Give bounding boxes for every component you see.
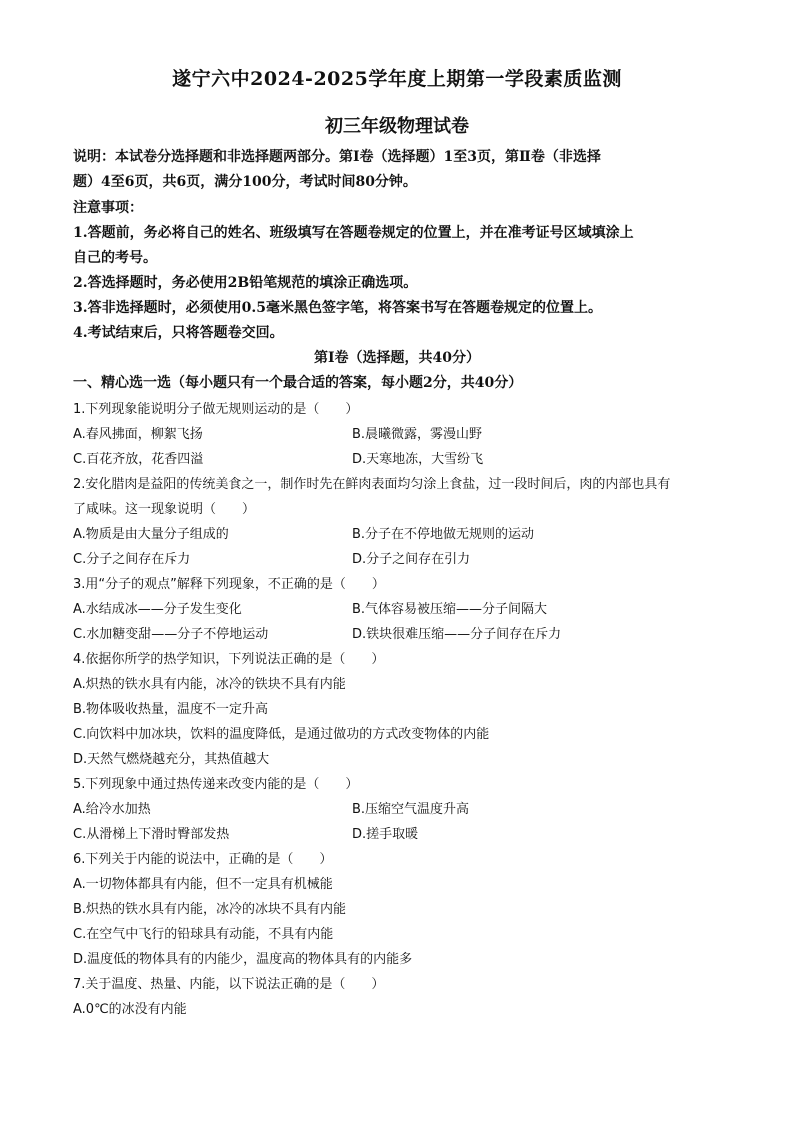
question-4-option-d: D.天然气燃烧越充分，其热值越大 [73, 752, 270, 767]
question-3-option-d: D.铁块很难压缩——分子间存在斥力 [352, 627, 562, 642]
question-1-stem: 1.下列现象能说明分子做无规则运动的是（ ） [73, 402, 359, 417]
question-4-option-a: A.炽热的铁水具有内能，冰冷的铁块不具有内能 [73, 677, 346, 692]
question-3-option-b: B.气体容易被压缩——分子间隔大 [352, 602, 548, 617]
notes-heading: 注意事项： [73, 200, 143, 216]
question-4-stem: 4.依据你所学的热学知识，下列说法正确的是（ ） [73, 652, 385, 667]
question-1-option-c: C.百花齐放，花香四溢 [73, 452, 204, 467]
question-2-option-c: C.分子之间存在斥力 [73, 552, 191, 567]
note-2: 2.答选择题时，务必使用2B铅笔规范的填涂正确选项。 [73, 275, 418, 291]
question-4-option-b: B.物体吸收热量，温度不一定升高 [73, 702, 269, 717]
question-5-option-d: D.搓手取暖 [352, 827, 419, 842]
question-5-option-b: B.压缩空气温度升高 [352, 802, 470, 817]
question-6-option-a: A.一切物体都具有内能，但不一定具有机械能 [73, 877, 333, 892]
question-5-stem: 5.下列现象中通过热传递来改变内能的是（ ） [73, 777, 359, 792]
question-6-option-b: B.炽热的铁水具有内能，冰冷的冰块不具有内能 [73, 902, 347, 917]
question-6-stem: 6.下列关于内能的说法中，正确的是（ ） [73, 852, 333, 867]
question-3-option-a: A.水结成冰——分子发生变化 [73, 602, 242, 617]
question-1-option-b: B.晨曦微露，雾漫山野 [352, 427, 483, 442]
question-7-option-a: A.0℃的冰没有内能 [73, 1002, 187, 1017]
question-2-stem-line-1: 2.安化腊肉是益阳的传统美食之一，制作时先在鲜肉表面均匀涂上食盐，过一段时间后，肉的内部也具有 [73, 477, 671, 492]
question-2-option-b: B.分子在不停地做无规则的运动 [352, 527, 535, 542]
question-5-option-c: C.从滑梯上下滑时臀部发热 [73, 827, 230, 842]
question-5-option-a: A.给冷水加热 [73, 802, 151, 817]
question-2-option-a: A.物质是由大量分子组成的 [73, 527, 229, 542]
question-1-option-d: D.天寒地冻，大雪纷飞 [352, 452, 484, 467]
instruction-line-2: 题）4至6页，共6页，满分100分，考试时间80分钟。 [73, 174, 417, 190]
question-6-option-c: C.在空气中飞行的铅球具有动能，不具有内能 [73, 927, 334, 942]
part-heading: 一、精心选一选（每小题只有一个最合适的答案，每小题2分，共40分） [73, 375, 523, 391]
note-1-line-2: 自己的考号。 [73, 250, 157, 266]
note-4: 4.考试结束后，只将答题卷交回。 [73, 325, 284, 341]
instruction-line-1: 说明：本试卷分选择题和非选择题两部分。第Ⅰ卷（选择题）1至3页，第Ⅱ卷（非选择 [73, 149, 601, 165]
note-1-line-1: 1.答题前，务必将自己的姓名、班级填写在答题卷规定的位置上，并在准考证号区域填涂上 [73, 225, 634, 241]
exam-subtitle: 初三年级物理试卷 [325, 116, 469, 137]
note-3: 3.答非选择题时，必须使用0.5毫米黑色签字笔，将答案书写在答题卷规定的位置上。 [73, 300, 602, 316]
exam-title: 遂宁六中2024-2025学年度上期第一学段素质监测 [172, 68, 622, 90]
question-2-option-d: D.分子之间存在引力 [352, 552, 471, 567]
question-2-stem-line-2: 了咸味。这一现象说明（ ） [73, 502, 256, 517]
question-4-option-c: C.向饮料中加冰块，饮料的温度降低，是通过做功的方式改变物体的内能 [73, 727, 490, 742]
section-title: 第Ⅰ卷（选择题，共40分） [313, 350, 481, 366]
question-1-option-a: A.春风拂面，柳絮飞扬 [73, 427, 203, 442]
question-7-stem: 7.关于温度、热量、内能，以下说法正确的是（ ） [73, 977, 385, 992]
question-3-stem: 3.用“分子的观点”解释下列现象，不正确的是（ ） [73, 577, 385, 592]
question-3-option-c: C.水加糖变甜——分子不停地运动 [73, 627, 269, 642]
question-6-option-d: D.温度低的物体具有的内能少，温度高的物体具有的内能多 [73, 952, 413, 967]
